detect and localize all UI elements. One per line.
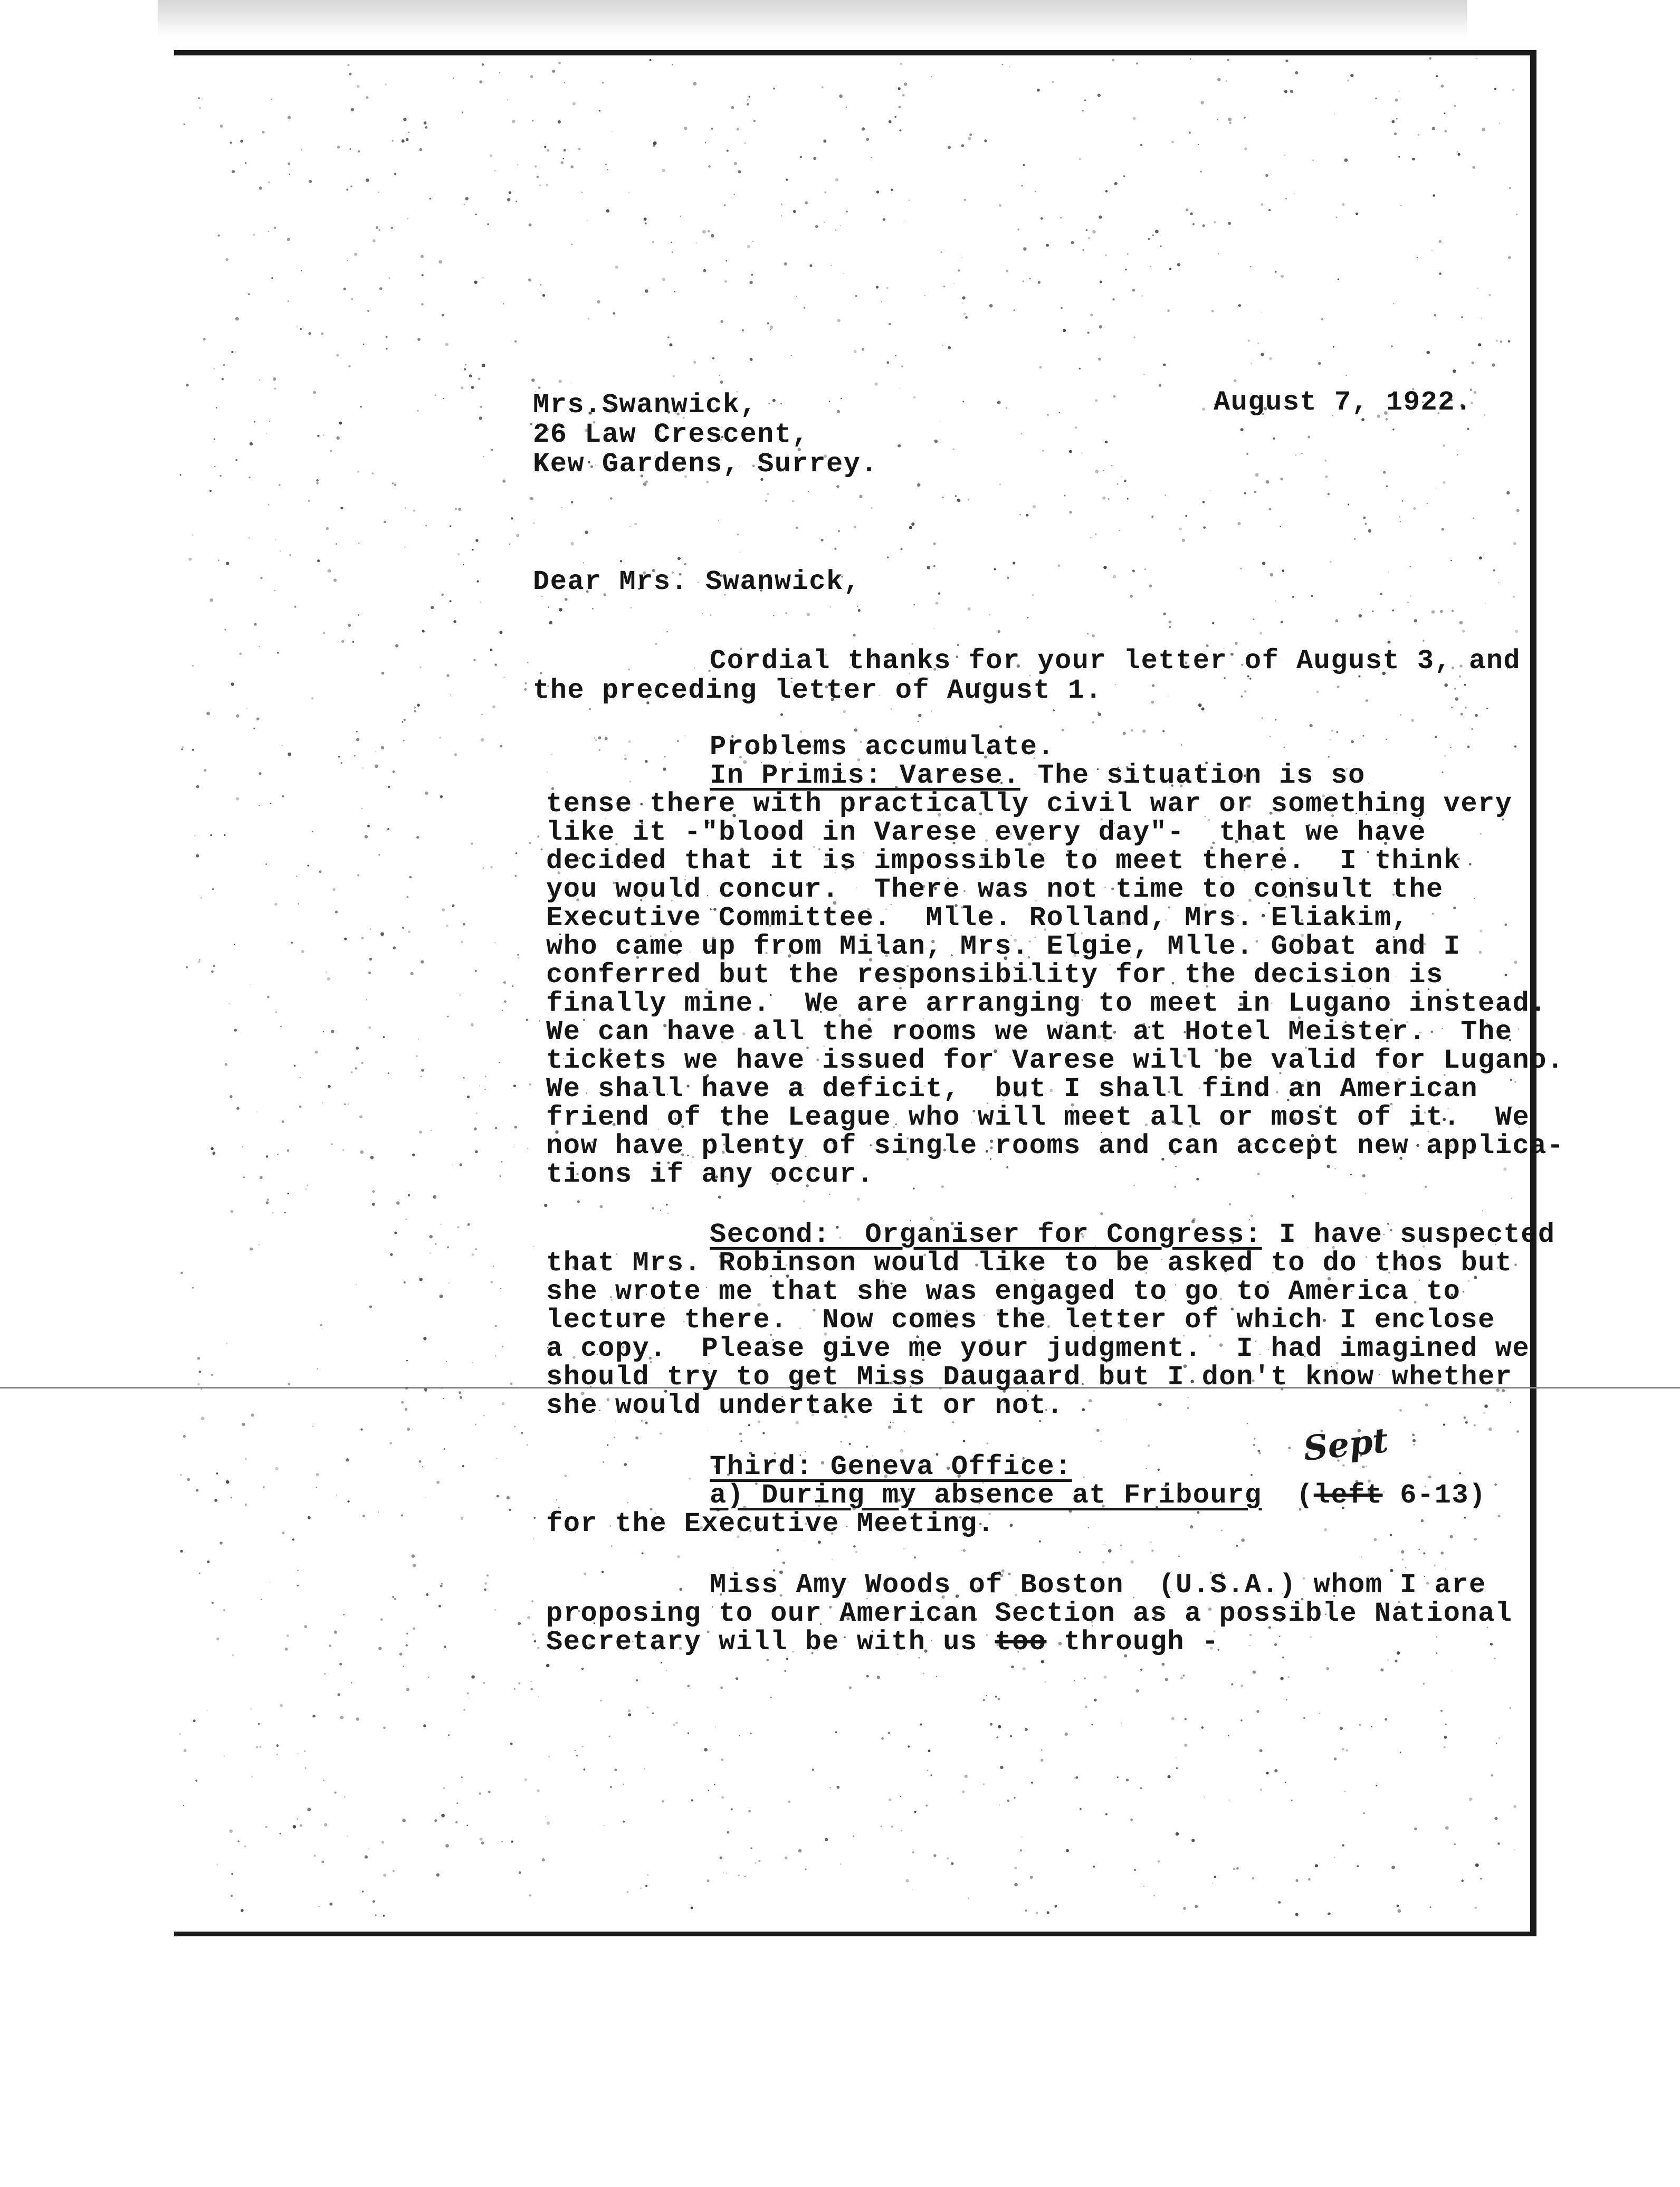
- closing-tail: through -: [1046, 1627, 1219, 1658]
- recipient-city: Kew Gardens, Surrey.: [533, 449, 879, 480]
- first-heading-line: [710, 761, 1366, 791]
- struck-word-left: left: [1313, 1480, 1383, 1511]
- second-line: that Mrs. Robinson would like to be asked to do thos but: [546, 1248, 1513, 1279]
- recipient-street: 26 Law Crescent,: [533, 419, 809, 450]
- first-line: like it -"blood in Varese every day"- that we have: [546, 817, 1426, 848]
- first-line: We can have all the rooms we want at Hotel Meister. The: [546, 1016, 1513, 1048]
- struck-word-too: too: [995, 1627, 1047, 1658]
- first-heading: In Primis: Varese.: [710, 760, 1020, 791]
- problems-intro: Problems accumulate.: [710, 731, 1055, 763]
- third-continuation: for the Executive Meeting.: [546, 1508, 995, 1539]
- second-line: lecture there. Now comes the letter of which I enclose: [546, 1305, 1495, 1336]
- first-line: finally mine. We are arranging to meet in Lugano instead.: [546, 988, 1547, 1019]
- third-dates-close: 6-13): [1382, 1480, 1486, 1511]
- opening-line-2: the preceding letter of August 1.: [533, 675, 1103, 706]
- first-line: tions if any occur.: [546, 1159, 874, 1190]
- third-heading: Third: Geneva Office:: [710, 1451, 1072, 1482]
- first-line: friend of the League who will meet all or most of it. We: [546, 1102, 1530, 1133]
- letter-date: August 7, 1922.: [1214, 387, 1473, 418]
- first-line: conferred but the responsibility for the decision is: [546, 959, 1444, 991]
- opening-line-1: Cordial thanks for your letter of August 3, and: [710, 645, 1521, 677]
- first-line: We shall have a deficit, but I shall find an American: [546, 1073, 1478, 1105]
- third-item-a: a) During my absence at Fribourg: [710, 1480, 1262, 1511]
- closing-line: proposing to our American Section as a possible National: [546, 1598, 1513, 1629]
- first-line: tense there with practically civil war or something very: [546, 788, 1513, 820]
- second-heading-line: [710, 1220, 1555, 1250]
- first-line: you would concur. There was not time to consult the: [546, 874, 1444, 905]
- closing-final-line: [546, 1628, 1219, 1657]
- first-line: Executive Committee. Mlle. Rolland, Mrs. Eliakim,: [546, 902, 1409, 934]
- first-heading-tail: The situation is so: [1020, 760, 1366, 791]
- first-line: now have plenty of single rooms and can accept new applica-: [546, 1130, 1564, 1162]
- second-line: she would undertake it or not.: [546, 1390, 1064, 1421]
- handwritten-insert: Sept: [1301, 1420, 1390, 1469]
- first-line: tickets we have issued for Varese will be valid for Lugano.: [546, 1045, 1564, 1076]
- first-line: who came up from Milan, Mrs. Elgie, Mlle. Gobat and I: [546, 931, 1461, 962]
- closing-line: Miss Amy Woods of Boston (U.S.A.) whom I are: [710, 1570, 1486, 1601]
- second-heading-tail: I have suspected: [1262, 1219, 1555, 1250]
- second-line: she wrote me that she was engaged to go to America to: [546, 1276, 1461, 1307]
- third-dates-open: (: [1296, 1480, 1314, 1511]
- closing-text: Secretary will be with us: [546, 1627, 995, 1658]
- second-line: a copy. Please give me your judgment. I had imagined we: [546, 1333, 1530, 1364]
- third-heading-line: [710, 1452, 1072, 1482]
- salutation: Dear Mrs. Swanwick,: [533, 566, 861, 597]
- second-heading: Second: Organiser for Congress:: [710, 1219, 1262, 1250]
- second-line: should try to get Miss Daugaard but I don't know whether: [546, 1362, 1513, 1393]
- recipient-name: Mrs.Swanwick,: [533, 389, 758, 421]
- third-item-a-line: [710, 1481, 1486, 1510]
- first-line: decided that it is impossible to meet there. I think: [546, 845, 1461, 877]
